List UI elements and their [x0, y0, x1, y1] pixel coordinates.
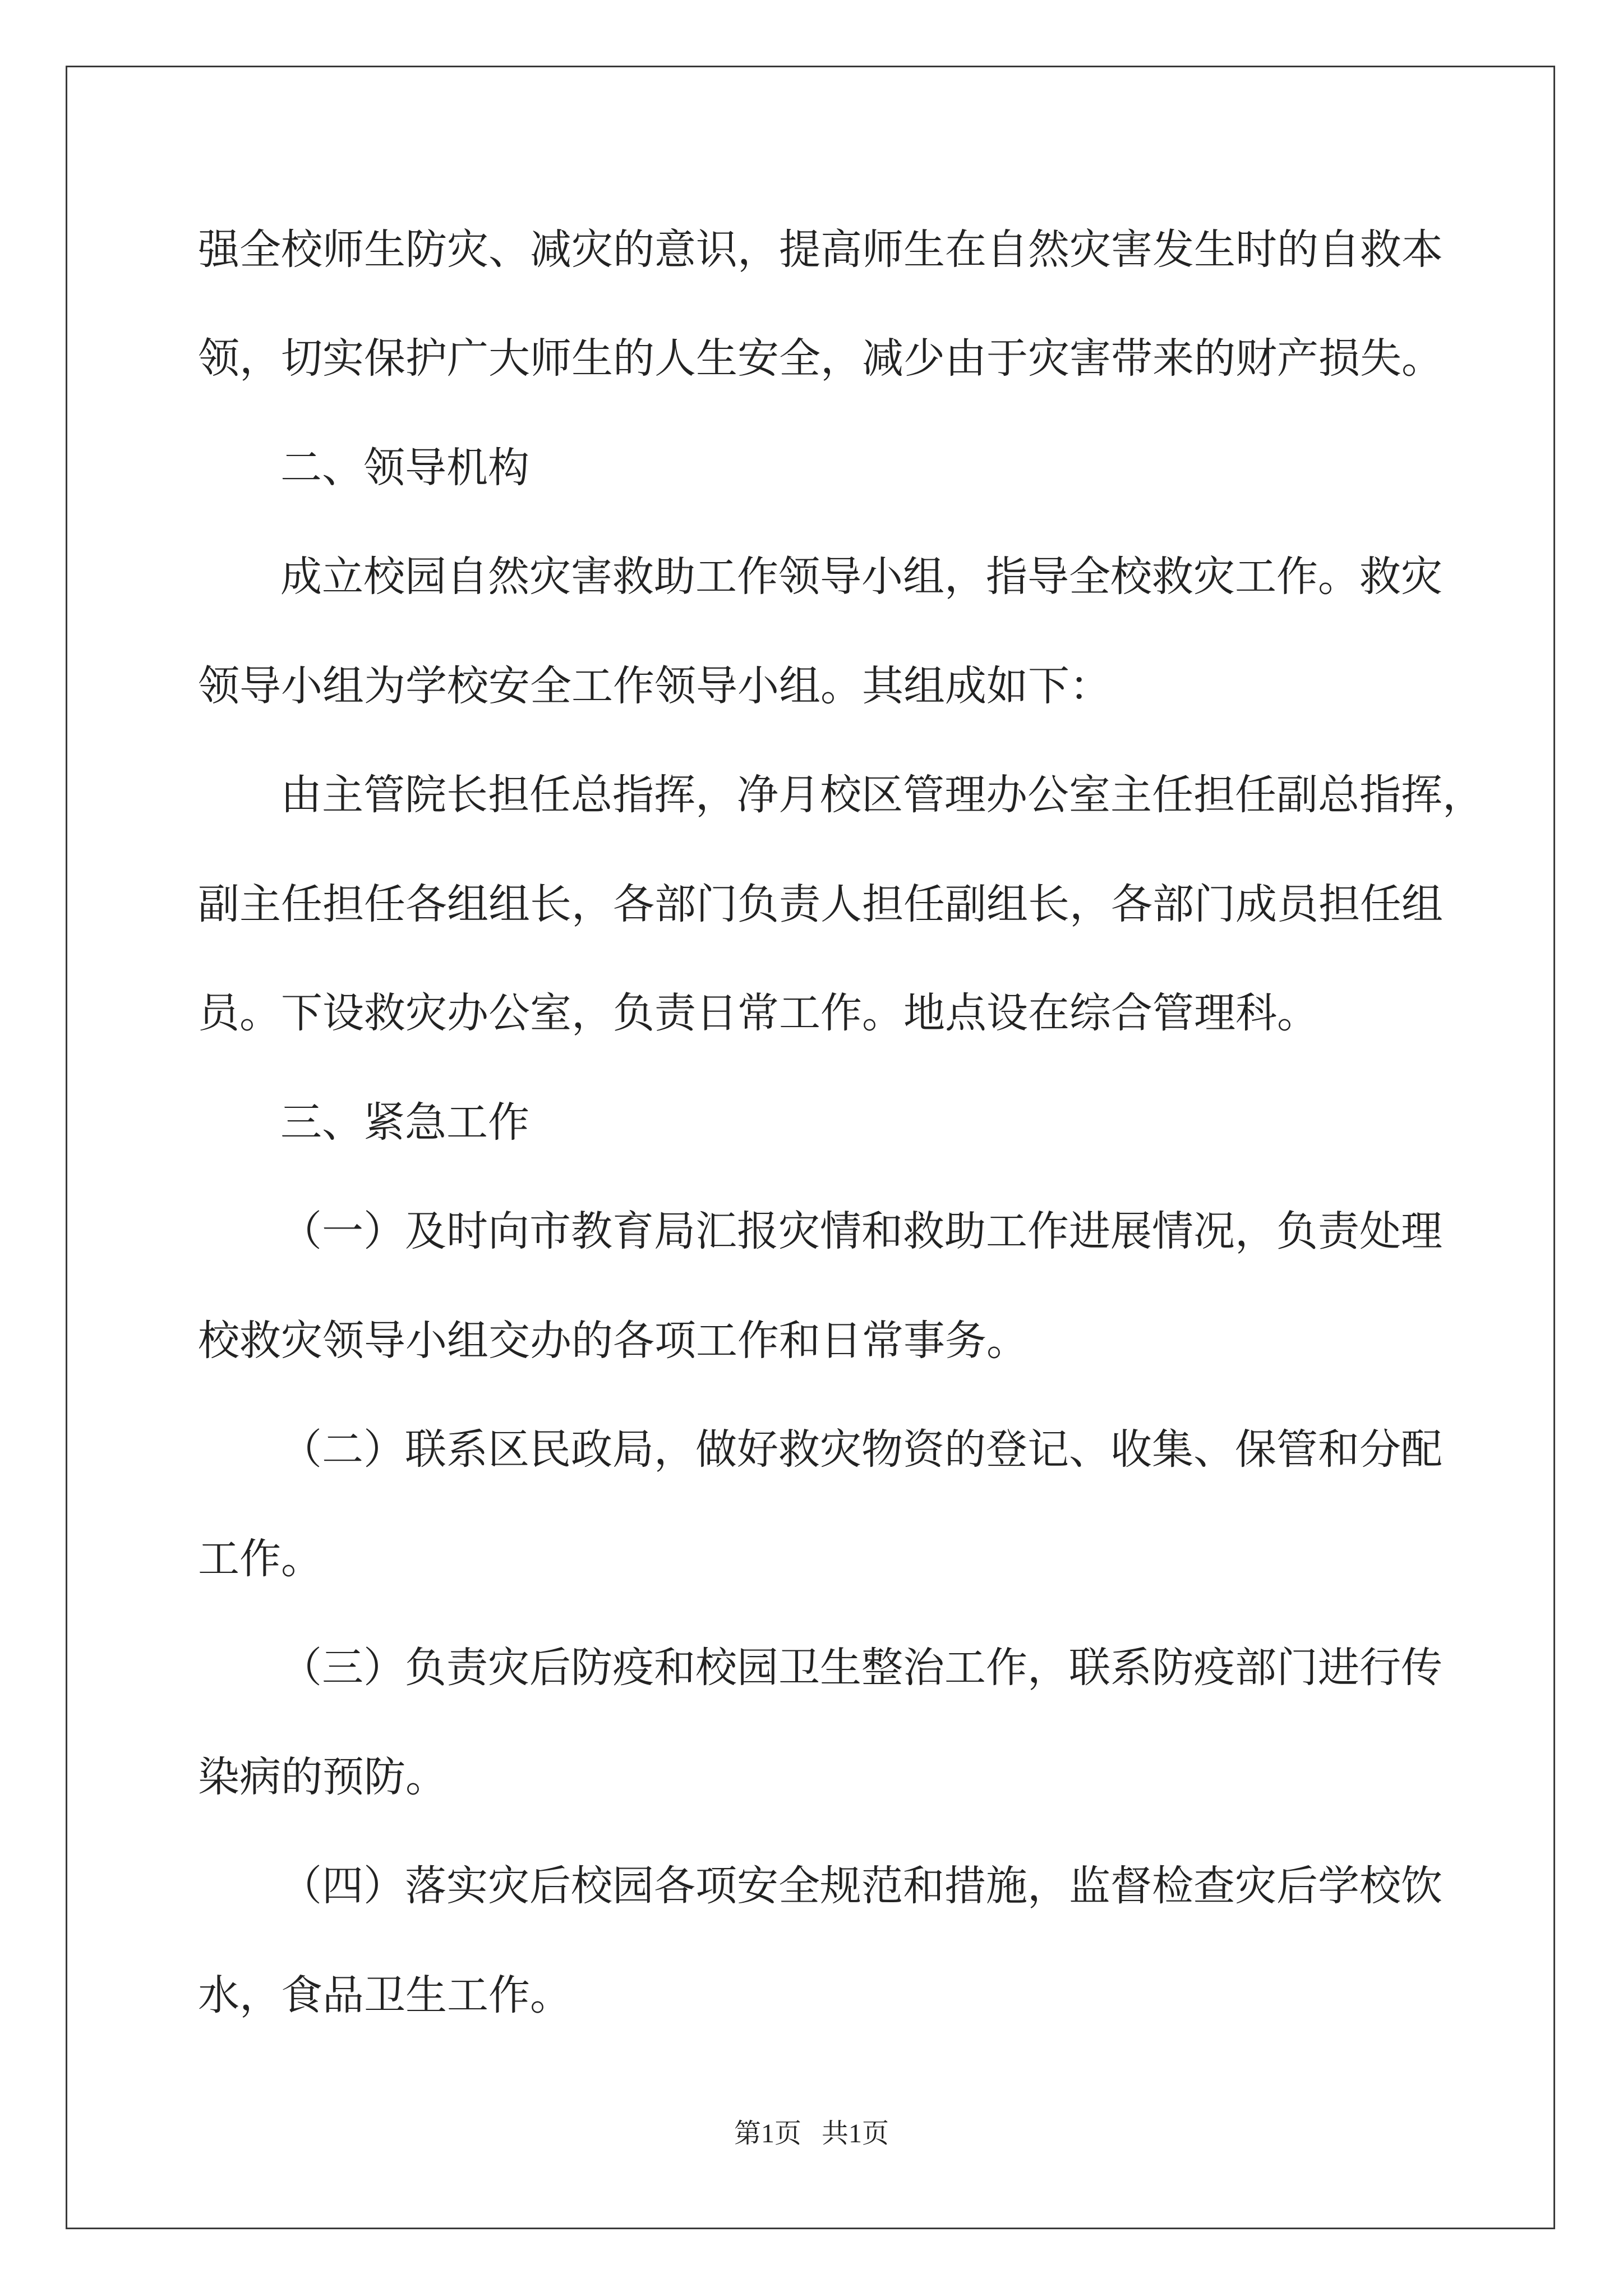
text-line: 水，食品卫生工作。 — [198, 1971, 571, 2019]
text-line: 工作。 — [198, 1535, 322, 1583]
text-line: （一）及时向市教育局汇报灾情和救助工作进展情况，负责处理 — [280, 1207, 1442, 1255]
text-line: 染病的预防。 — [198, 1753, 447, 1801]
text-line: 成立校园自然灾害救助工作领导小组，指导全校救灾工作。救灾 — [280, 553, 1442, 601]
text-line: （三）负责灾后防疫和校园卫生整治工作，联系防疫部门进行传 — [280, 1644, 1442, 1692]
text-line: （四）落实灾后校园各项安全规范和措施，监督检查灾后学校饮 — [280, 1862, 1442, 1910]
text-line: 领，切实保护广大师生的人生安全，减少由于灾害带来的财产损失。 — [198, 334, 1443, 383]
page-footer: 第1页 共1页 — [734, 2119, 889, 2148]
text-line: （二）联系区民政局，做好救灾物资的登记、收集、保管和分配 — [280, 1425, 1442, 1474]
section-heading: 二、领导机构 — [280, 444, 529, 492]
text-line: 副主任担任各组组长，各部门负责人担任副组长，各部门成员担任组 — [198, 880, 1443, 928]
text-line: 由主管院长担任总指挥，净月校区管理办公室主任担任副总指挥， — [280, 771, 1484, 819]
text-line: 强全校师生防灾、减灾的意识，提高师生在自然灾害发生时的自救本 — [198, 226, 1443, 274]
section-heading: 三、紧急工作 — [280, 1098, 529, 1147]
text-line: 员。下设救灾办公室，负责日常工作。地点设在综合管理科。 — [198, 989, 1318, 1037]
text-line: 领导小组为学校安全工作领导小组。其组成如下： — [198, 662, 1111, 710]
text-line: 校救灾领导小组交办的各项工作和日常事务。 — [198, 1317, 1028, 1365]
